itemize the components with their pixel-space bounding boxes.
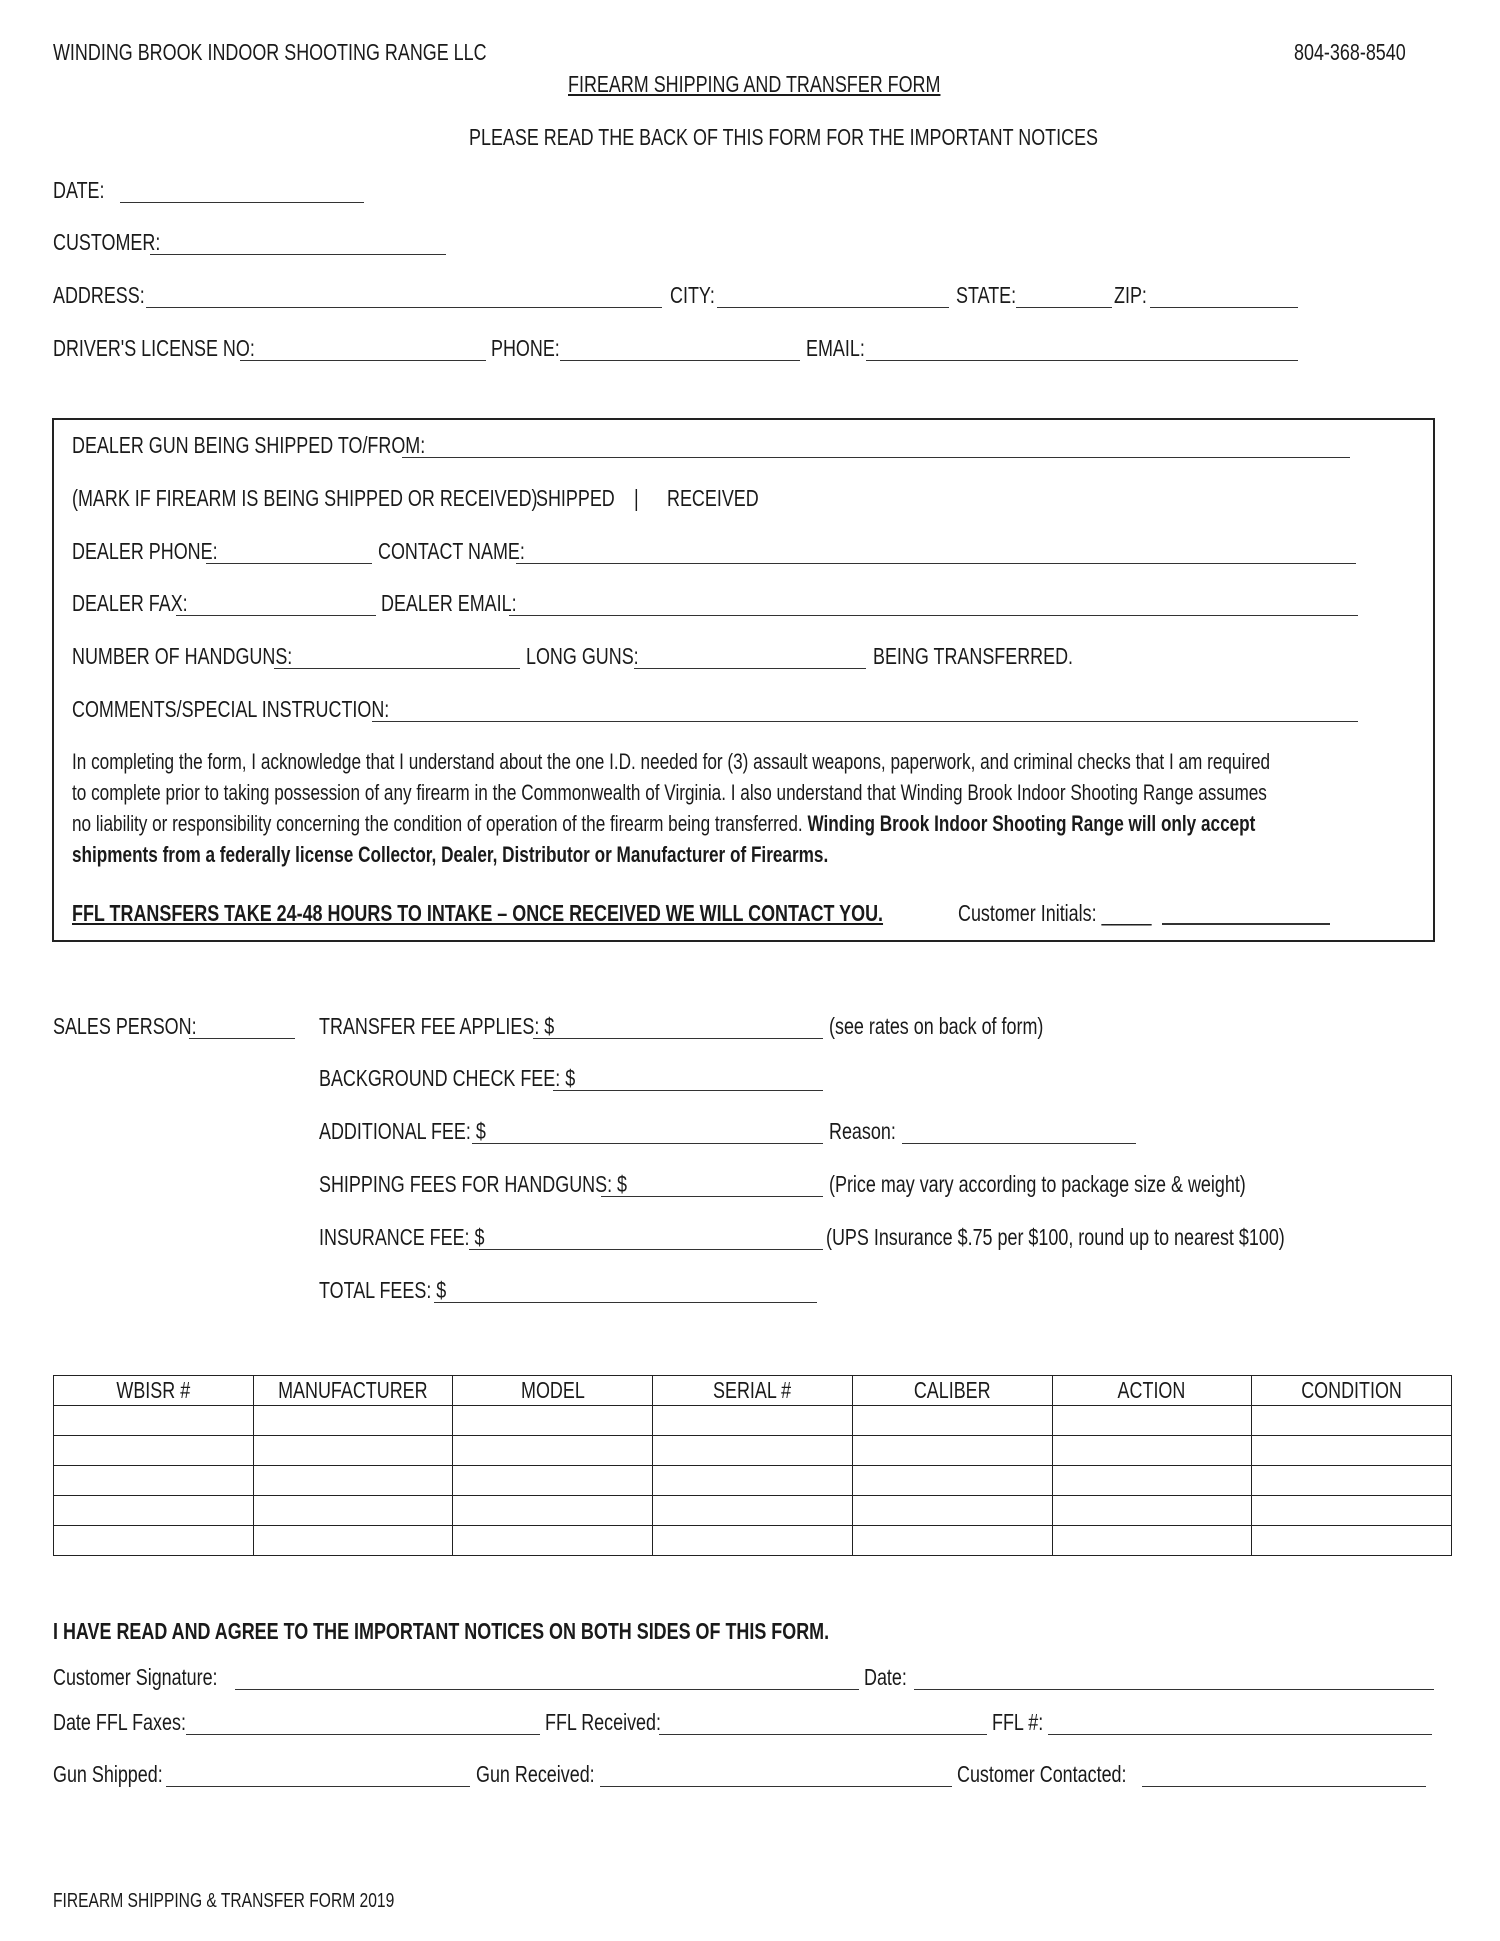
phone-field[interactable] xyxy=(560,360,800,361)
agreement-statement: I HAVE READ AND AGREE TO THE IMPORTANT NOTICES ON BOTH SIDES OF THIS FORM. xyxy=(53,1618,830,1644)
table-row xyxy=(54,1526,1452,1556)
ack-line-1: In completing the form, I acknowledge that I understand about the one I.D. needed for (3) assault weapons, paperwork, and criminal checks that I am required xyxy=(72,749,1271,774)
contact-name-label: CONTACT NAME: xyxy=(378,538,525,564)
email-field[interactable] xyxy=(866,360,1298,361)
table-cell[interactable] xyxy=(1252,1436,1452,1466)
table-cell[interactable] xyxy=(253,1436,453,1466)
state-label: STATE: xyxy=(956,282,1017,308)
mark-label: (MARK IF FIREARM IS BEING SHIPPED OR RECEIVED) xyxy=(72,485,538,511)
table-cell[interactable] xyxy=(54,1406,254,1436)
table-cell[interactable] xyxy=(1052,1496,1252,1526)
phone-label: PHONE: xyxy=(491,335,560,361)
header-model: MODEL xyxy=(453,1376,653,1406)
table-cell[interactable] xyxy=(1252,1466,1452,1496)
long-guns-label: LONG GUNS: xyxy=(526,643,639,669)
total-fees-label: TOTAL FEES: $ xyxy=(319,1277,447,1303)
gun-received-label: Gun Received: xyxy=(476,1761,595,1787)
shipped-option[interactable]: SHIPPED xyxy=(536,485,615,511)
table-cell[interactable] xyxy=(852,1406,1052,1436)
dealer-email-field[interactable] xyxy=(509,615,1358,616)
table-cell[interactable] xyxy=(54,1526,254,1556)
handguns-field[interactable] xyxy=(274,668,520,669)
reason-label: Reason: xyxy=(829,1118,896,1144)
sales-person-field[interactable] xyxy=(189,1038,295,1039)
table-header-row xyxy=(54,1376,1452,1406)
gun-shipped-field[interactable] xyxy=(166,1786,470,1787)
table-cell[interactable] xyxy=(653,1466,853,1496)
dealer-phone-field[interactable] xyxy=(206,563,372,564)
table-cell[interactable] xyxy=(653,1496,853,1526)
ffl-notice: FFL TRANSFERS TAKE 24-48 HOURS TO INTAKE – ONCE RECEIVED WE WILL CONTACT YOU. xyxy=(72,900,884,926)
form-title: FIREARM SHIPPING AND TRANSFER FORM xyxy=(568,71,941,97)
table-cell[interactable] xyxy=(253,1406,453,1436)
signature-label: Customer Signature: xyxy=(53,1664,218,1690)
ffl-number-label: FFL #: xyxy=(992,1709,1044,1735)
company-name: WINDING BROOK INDOOR SHOOTING RANGE LLC xyxy=(53,39,487,65)
table-cell[interactable] xyxy=(54,1466,254,1496)
header-wbisr: WBISR # xyxy=(54,1376,254,1406)
signature-field[interactable] xyxy=(235,1689,859,1690)
header-action: ACTION xyxy=(1052,1376,1252,1406)
address-label: ADDRESS: xyxy=(53,282,145,308)
ffl-received-label: FFL Received: xyxy=(545,1709,661,1735)
handguns-label: NUMBER OF HANDGUNS: xyxy=(72,643,293,669)
table-cell[interactable] xyxy=(1252,1406,1452,1436)
table-row xyxy=(54,1496,1452,1526)
state-field[interactable] xyxy=(1016,307,1112,308)
header-manufacturer: MANUFACTURER xyxy=(253,1376,453,1406)
table-cell[interactable] xyxy=(1052,1436,1252,1466)
signoff-date-label: Date: xyxy=(864,1664,907,1690)
table-cell[interactable] xyxy=(852,1466,1052,1496)
dealer-phone-label: DEALER PHONE: xyxy=(72,538,218,564)
being-transferred-text: BEING TRANSFERRED. xyxy=(873,643,1074,669)
date-ffl-faxes-label: Date FFL Faxes: xyxy=(53,1709,186,1735)
zip-label: ZIP: xyxy=(1114,282,1147,308)
table-cell[interactable] xyxy=(1052,1526,1252,1556)
zip-field[interactable] xyxy=(1150,307,1298,308)
table-cell[interactable] xyxy=(453,1526,653,1556)
shipping-fee-label: SHIPPING FEES FOR HANDGUNS: $ xyxy=(319,1171,628,1197)
initials-field[interactable] xyxy=(1162,923,1330,925)
initials-label: Customer Initials: _____ xyxy=(958,900,1152,926)
gun-shipped-label: Gun Shipped: xyxy=(53,1761,163,1787)
total-fees-field[interactable] xyxy=(434,1302,817,1303)
email-label: EMAIL: xyxy=(806,335,865,361)
table-cell[interactable] xyxy=(852,1436,1052,1466)
dealer-shipped-field[interactable] xyxy=(402,457,1350,458)
table-cell[interactable] xyxy=(1052,1466,1252,1496)
table-row xyxy=(54,1406,1452,1436)
contact-name-field[interactable] xyxy=(516,563,1356,564)
form-notice: PLEASE READ THE BACK OF THIS FORM FOR THE IMPORTANT NOTICES xyxy=(469,124,1098,150)
address-field[interactable] xyxy=(146,307,662,308)
received-option[interactable]: RECEIVED xyxy=(667,485,759,511)
table-cell[interactable] xyxy=(453,1466,653,1496)
additional-fee-field[interactable] xyxy=(472,1143,823,1144)
header-caliber: CALIBER xyxy=(852,1376,1052,1406)
long-guns-field[interactable] xyxy=(634,668,866,669)
date-ffl-faxes-field[interactable] xyxy=(186,1734,540,1735)
comments-label: COMMENTS/SPECIAL INSTRUCTION: xyxy=(72,696,390,722)
option-separator: | xyxy=(634,485,639,511)
table-cell[interactable] xyxy=(1052,1406,1252,1436)
background-fee-label: BACKGROUND CHECK FEE: $ xyxy=(319,1065,576,1091)
table-cell[interactable] xyxy=(253,1466,453,1496)
ack-line-3-bold: Winding Brook Indoor Shooting Range will only accept xyxy=(807,811,1256,836)
customer-contacted-label: Customer Contacted: xyxy=(957,1761,1127,1787)
additional-fee-label: ADDITIONAL FEE: $ xyxy=(319,1118,486,1144)
table-cell[interactable] xyxy=(54,1496,254,1526)
transfer-fee-note: (see rates on back of form) xyxy=(829,1013,1044,1039)
acknowledgement-paragraph xyxy=(72,746,1500,870)
ack-line-4-bold: shipments from a federally license Collector, Dealer, Distributor or Manufacturer of Firearms. xyxy=(72,842,829,867)
insurance-fee-note: (UPS Insurance $.75 per $100, round up to nearest $100) xyxy=(826,1224,1285,1250)
company-phone: 804-368-8540 xyxy=(1294,39,1406,65)
transfer-fee-label: TRANSFER FEE APPLIES: $ xyxy=(319,1013,555,1039)
dealer-fax-field[interactable] xyxy=(176,615,376,616)
city-label: CITY: xyxy=(670,282,715,308)
reason-field[interactable] xyxy=(902,1143,1136,1144)
comments-field[interactable] xyxy=(372,721,1358,722)
table-cell[interactable] xyxy=(453,1436,653,1466)
header-condition: CONDITION xyxy=(1252,1376,1452,1406)
table-row xyxy=(54,1436,1452,1466)
table-cell[interactable] xyxy=(453,1496,653,1526)
footer-text: FIREARM SHIPPING & TRANSFER FORM 2019 xyxy=(53,1890,395,1912)
table-cell[interactable] xyxy=(653,1526,853,1556)
header-serial: SERIAL # xyxy=(653,1376,853,1406)
table-cell[interactable] xyxy=(653,1436,853,1466)
table-cell[interactable] xyxy=(453,1406,653,1436)
customer-field[interactable] xyxy=(150,254,446,255)
dealer-fax-label: DEALER FAX: xyxy=(72,590,188,616)
table-cell[interactable] xyxy=(54,1436,254,1466)
table-row xyxy=(54,1466,1452,1496)
dealer-shipped-label: DEALER GUN BEING SHIPPED TO/FROM: xyxy=(72,432,426,458)
dealer-email-label: DEALER EMAIL: xyxy=(381,590,517,616)
table-cell[interactable] xyxy=(653,1406,853,1436)
sales-person-label: SALES PERSON: xyxy=(53,1013,197,1039)
table-cell[interactable] xyxy=(852,1526,1052,1556)
table-cell[interactable] xyxy=(1252,1496,1452,1526)
customer-label: CUSTOMER: xyxy=(53,229,161,255)
shipping-fee-field[interactable] xyxy=(601,1196,823,1197)
gun-received-field[interactable] xyxy=(600,1786,952,1787)
table-cell[interactable] xyxy=(1252,1526,1452,1556)
background-fee-field[interactable] xyxy=(553,1090,823,1091)
date-field[interactable] xyxy=(120,202,364,203)
insurance-fee-label: INSURANCE FEE: $ xyxy=(319,1224,485,1250)
ffl-number-field[interactable] xyxy=(1048,1734,1432,1735)
customer-contacted-field[interactable] xyxy=(1142,1786,1426,1787)
date-label: DATE: xyxy=(53,177,105,203)
shipping-fee-note: (Price may vary according to package size & weight) xyxy=(829,1171,1246,1197)
table-cell[interactable] xyxy=(253,1496,453,1526)
table-cell[interactable] xyxy=(253,1526,453,1556)
license-label: DRIVER'S LICENSE NO: xyxy=(53,335,255,361)
ffl-received-field[interactable] xyxy=(659,1734,987,1735)
table-cell[interactable] xyxy=(852,1496,1052,1526)
transfer-fee-field[interactable] xyxy=(533,1038,823,1039)
ack-line-3: no liability or responsibility concerning the condition of operation of the firearm being transferred. xyxy=(72,811,803,836)
insurance-fee-field[interactable] xyxy=(469,1249,823,1250)
city-field[interactable] xyxy=(717,307,949,308)
license-field[interactable] xyxy=(240,360,486,361)
ack-line-2: to complete prior to taking possession of any firearm in the Commonwealth of Virginia. I also understand that Winding Brook Indoor Shooting Range assumes xyxy=(72,780,1267,805)
firearm-table xyxy=(53,1375,1452,1556)
signoff-date-field[interactable] xyxy=(914,1689,1434,1690)
